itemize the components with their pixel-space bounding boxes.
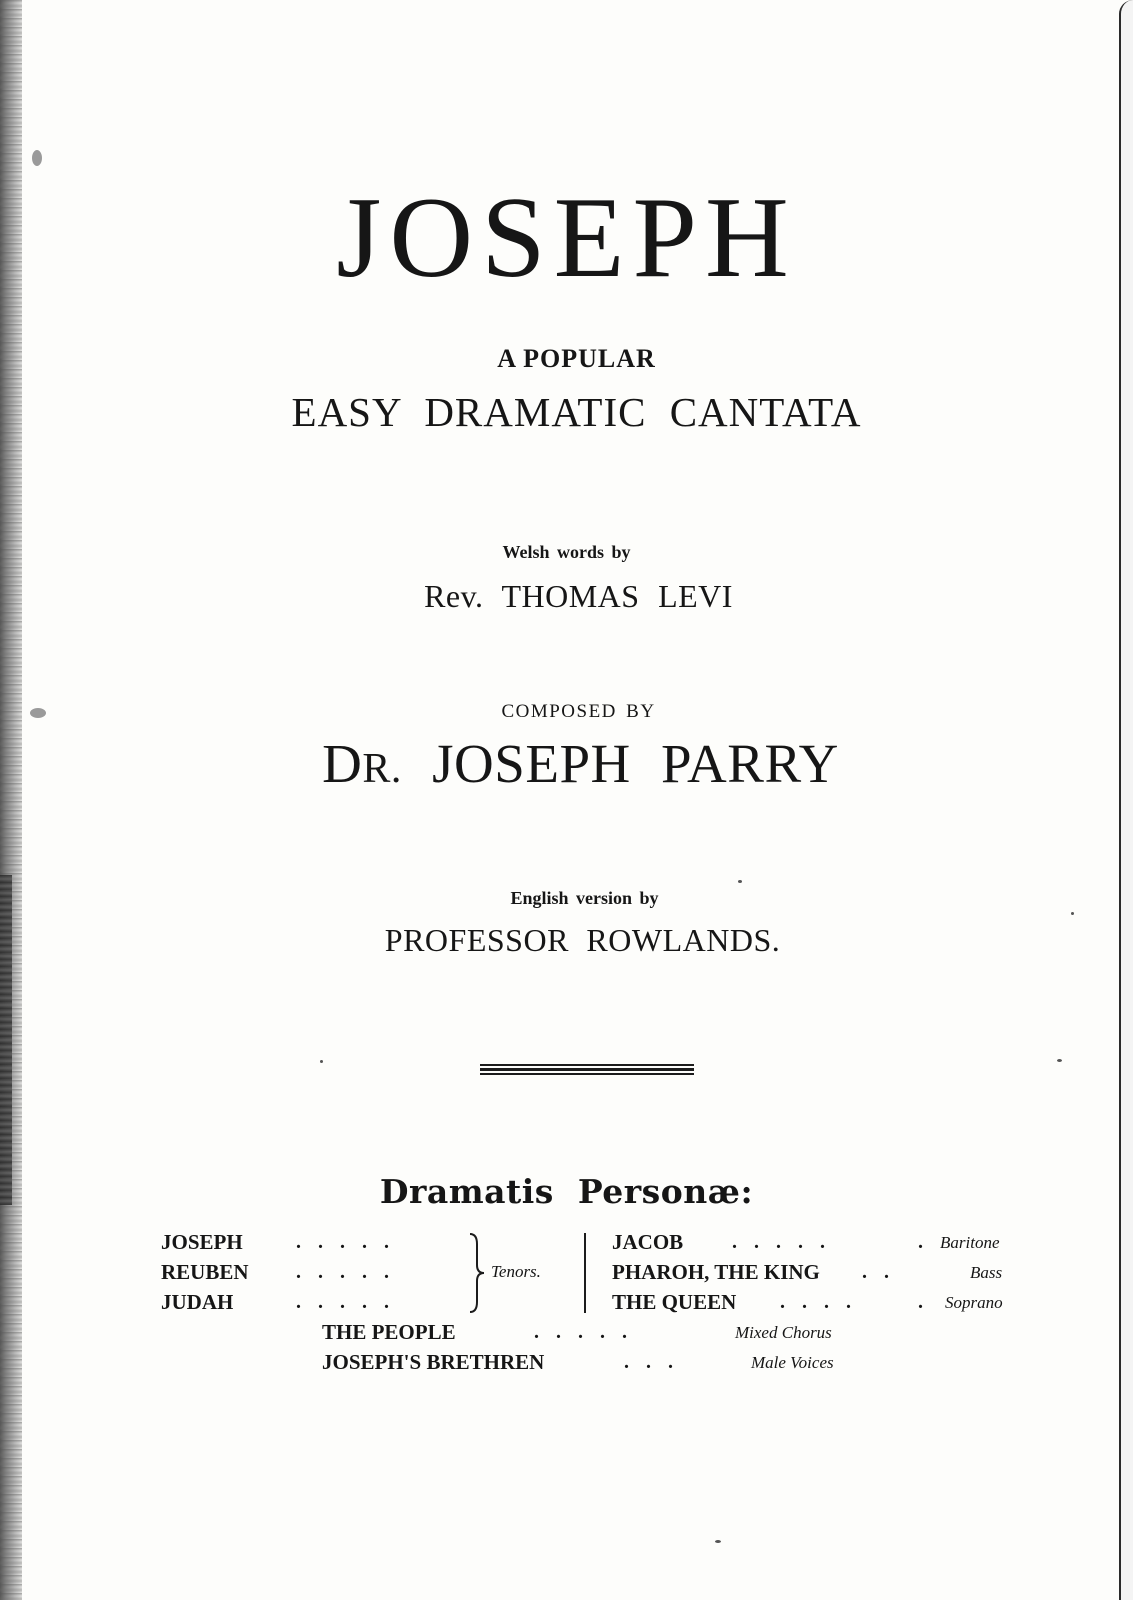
voice-type: Soprano — [945, 1293, 1003, 1312]
role-name: JOSEPH'S BRETHREN — [322, 1350, 545, 1374]
print-speck — [320, 1060, 323, 1063]
print-speck — [715, 1540, 721, 1543]
divider-rule — [480, 1068, 694, 1071]
print-speck — [738, 880, 742, 883]
print-speck — [30, 708, 46, 718]
role-name: THE QUEEN — [612, 1290, 737, 1314]
english-version-label: English version by — [510, 888, 659, 908]
divider-rule — [480, 1064, 694, 1066]
leader-dots: ..... — [732, 1231, 842, 1253]
subtitle-line-2: EASY DRAMATIC CANTATA — [291, 389, 862, 435]
role-name: JOSEPH — [161, 1230, 243, 1254]
english-version-author: PROFESSOR ROWLANDS. — [384, 922, 781, 958]
cantata-title: JOSEPH — [336, 174, 797, 302]
brace-icon — [468, 1232, 486, 1314]
divider-rule — [480, 1073, 694, 1075]
voice-type: Male Voices — [751, 1353, 834, 1372]
print-speck — [32, 150, 42, 166]
tenors-label: Tenors. — [491, 1262, 541, 1281]
composer-title-r: R. — [362, 746, 402, 792]
column-divider — [584, 1233, 586, 1313]
leader-dots: . — [918, 1291, 940, 1313]
voice-type: Bass — [970, 1263, 1003, 1282]
welsh-words-author: Rev. THOMAS LEVI — [424, 578, 733, 614]
print-speck — [1057, 1059, 1062, 1062]
role-name: PHAROH, THE KING — [612, 1260, 820, 1284]
subtitle-line-1: A POPULAR — [497, 344, 656, 373]
voice-type: Baritone — [940, 1233, 1000, 1252]
leader-dots: ..... — [534, 1321, 644, 1343]
composer-name-text: JOSEPH PARRY — [432, 733, 839, 794]
leader-dots: ... — [624, 1351, 690, 1373]
leader-dots: ..... — [296, 1231, 406, 1253]
print-speck — [1071, 912, 1074, 915]
leader-dots: ..... — [296, 1261, 406, 1283]
composer-title-d: D — [322, 733, 363, 794]
leader-dots: . — [918, 1231, 940, 1253]
composer-name — [14, 732, 1133, 795]
leader-dots: .... — [780, 1291, 868, 1313]
voice-type: Mixed Chorus — [735, 1323, 832, 1342]
role-name: REUBEN — [161, 1260, 249, 1284]
leader-dots: ..... — [296, 1291, 406, 1313]
binding-wear — [0, 875, 12, 1205]
role-name: THE PEOPLE — [322, 1320, 456, 1344]
role-name: JACOB — [612, 1230, 684, 1254]
dramatis-personae-heading: Dramatis Personæ: — [379, 1172, 754, 1211]
role-name: JUDAH — [161, 1290, 234, 1314]
welsh-words-label: Welsh words by — [502, 542, 631, 562]
leader-dots: .. — [862, 1261, 906, 1283]
composed-by-label: COMPOSED BY — [501, 701, 656, 722]
